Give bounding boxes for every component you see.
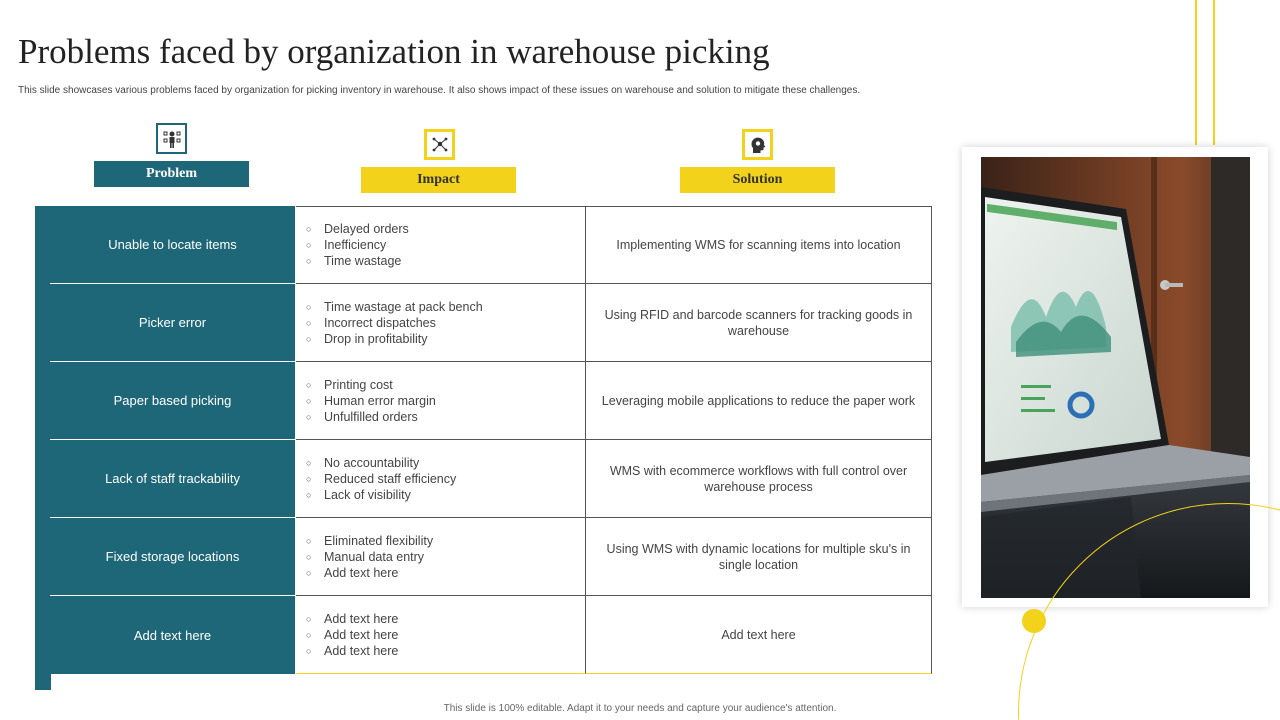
solution-cell: Add text here — [586, 596, 932, 674]
impact-item: ○ Reduced staff efficiency — [306, 471, 456, 487]
impact-item: ○ Delayed orders — [306, 221, 409, 237]
decor-line-1 — [1195, 0, 1197, 145]
impact-list — [306, 533, 433, 581]
table-left-strip — [35, 206, 51, 690]
page-title: Problems faced by organization in warehouse picking — [18, 32, 770, 71]
problem-cell: Lack of staff trackability — [50, 440, 296, 518]
impact-item: ○ Printing cost — [306, 377, 436, 393]
impact-list — [306, 299, 483, 347]
problems-table — [50, 206, 932, 674]
impact-list — [306, 455, 456, 503]
decor-dot — [1022, 609, 1046, 633]
impact-item: ○ Incorrect dispatches — [306, 315, 483, 331]
impact-item: ○ Add text here — [306, 565, 433, 581]
table-row — [50, 596, 932, 674]
impact-icon-box — [424, 129, 455, 160]
impact-cell — [296, 284, 586, 362]
solution-cell: Using RFID and barcode scanners for tracking goods in warehouse — [586, 284, 932, 362]
impact-cell — [296, 596, 586, 674]
impact-list — [306, 377, 436, 425]
impact-list — [306, 221, 409, 269]
idea-head-icon — [747, 134, 768, 155]
person-with-tasks-icon — [161, 128, 182, 149]
impact-item: ○ Time wastage at pack bench — [306, 299, 483, 315]
impact-item: ○ Add text here — [306, 643, 398, 659]
impact-cell — [296, 518, 586, 596]
impact-item: ○ Manual data entry — [306, 549, 433, 565]
table-row — [50, 284, 932, 362]
problem-cell: Unable to locate items — [50, 206, 296, 284]
table-row — [50, 518, 932, 596]
problem-icon-box — [156, 123, 187, 154]
problem-cell: Add text here — [50, 596, 296, 674]
solution-cell: WMS with ecommerce workflows with full control over warehouse process — [586, 440, 932, 518]
impact-cell — [296, 206, 586, 284]
header-solution: Solution — [680, 167, 835, 193]
impact-item: ○ Eliminated flexibility — [306, 533, 433, 549]
problem-cell: Picker error — [50, 284, 296, 362]
impact-cell — [296, 362, 586, 440]
impact-item: ○ Time wastage — [306, 253, 409, 269]
decor-line-2 — [1213, 0, 1215, 145]
impact-item: ○ Add text here — [306, 627, 398, 643]
impact-item: ○ Human error margin — [306, 393, 436, 409]
impact-item: ○ No accountability — [306, 455, 456, 471]
impact-item: ○ Inefficiency — [306, 237, 409, 253]
header-impact: Impact — [361, 167, 516, 193]
table-row — [50, 440, 932, 518]
table-row — [50, 206, 932, 284]
page-subtitle: This slide showcases various problems faced by organization for picking inventory in warehouse. It also shows impact of these issues on warehouse and solution to mitigate these challenges. — [18, 85, 861, 96]
footer-note: This slide is 100% editable. Adapt it to your needs and capture your audience's attention. — [443, 703, 837, 714]
impact-cell — [296, 440, 586, 518]
table-row — [50, 362, 932, 440]
problem-cell: Fixed storage locations — [50, 518, 296, 596]
solution-icon-box — [742, 129, 773, 160]
solution-cell: Leveraging mobile applications to reduce the paper work — [586, 362, 932, 440]
problem-cell: Paper based picking — [50, 362, 296, 440]
solution-cell: Using WMS with dynamic locations for multiple sku's in single location — [586, 518, 932, 596]
impact-list — [306, 611, 398, 659]
impact-item: ○ Add text here — [306, 611, 398, 627]
impact-item: ○ Unfulfilled orders — [306, 409, 436, 425]
network-people-icon — [429, 134, 450, 155]
solution-cell: Implementing WMS for scanning items into location — [586, 206, 932, 284]
header-problem: Problem — [94, 161, 249, 187]
impact-item: ○ Drop in profitability — [306, 331, 483, 347]
impact-item: ○ Lack of visibility — [306, 487, 456, 503]
